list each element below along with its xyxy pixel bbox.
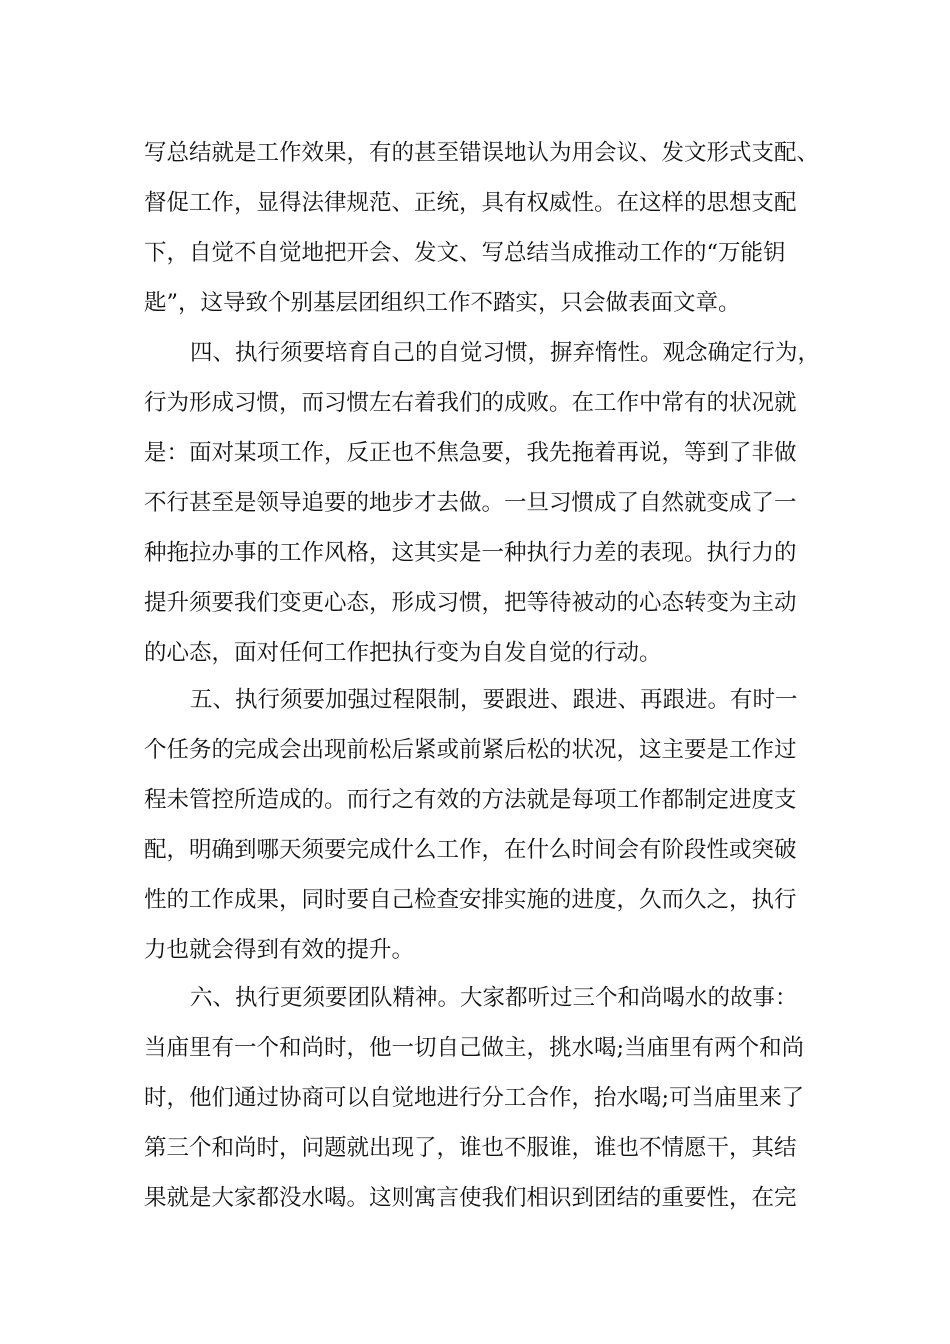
paragraph-continuation — [144, 128, 834, 328]
text-line: 写总结就是工作效果，有的甚至错误地认为用会议、发文形式支配、 — [144, 140, 820, 166]
text-line: 是：面对某项工作，反正也不焦急要，我先拖着再说，等到了非做 — [144, 440, 797, 466]
text-line: 时，他们通过协商可以自觉地进行分工合作，抬水喝;可当庙里来了 — [144, 1085, 805, 1111]
text-line: 配，明确到哪天须要完成什么工作，在什么时间会有阶段性或突破 — [144, 837, 797, 863]
text-line: 的心态，面对任何工作把执行变为自发自觉的行动。 — [144, 640, 662, 666]
paragraph-six — [144, 973, 834, 1223]
text-line: 行为形成习惯，而习惯左右着我们的成败。在工作中常有的状况就 — [144, 390, 797, 416]
text-line: 匙”，这导致个别基层团组织工作不踏实，只会做表面文章。 — [144, 290, 741, 316]
text-line: 五、执行须要加强过程限制，要跟进、跟进、再跟进。有时一 — [190, 687, 798, 713]
text-line: 提升须要我们变更心态，形成习惯，把等待被动的心态转变为主动 — [144, 590, 797, 616]
text-line: 第三个和尚时，问题就出现了，谁也不服谁，谁也不情愿干，其结 — [144, 1135, 797, 1161]
text-line: 力也就会得到有效的提升。 — [144, 937, 415, 963]
text-line: 种拖拉办事的工作风格，这其实是一种执行力差的表现。执行力的 — [144, 540, 797, 566]
text-line: 下，自觉不自觉地把开会、发文、写总结当成推动工作的“万能钥 — [144, 240, 786, 266]
text-line: 六、执行更须要团队精神。大家都听过三个和尚喝水的故事： — [190, 985, 798, 1011]
text-line: 个任务的完成会出现前松后紧或前紧后松的状况，这主要是工作过 — [144, 737, 797, 763]
text-line: 不行甚至是领导追要的地步才去做。一旦习惯成了自然就变成了一 — [144, 490, 797, 516]
paragraph-five — [144, 675, 834, 975]
text-line: 性的工作成果，同时要自己检查安排实施的进度，久而久之，执行 — [144, 887, 797, 913]
text-line: 当庙里有一个和尚时，他一切自己做主，挑水喝;当庙里有两个和尚 — [144, 1035, 805, 1061]
text-line: 程未管控所造成的。而行之有效的方法就是每项工作都制定进度支 — [144, 787, 797, 813]
paragraph-four — [144, 328, 834, 678]
text-line: 督促工作，显得法律规范、正统，具有权威性。在这样的思想支配 — [144, 190, 797, 216]
text-line: 果就是大家都没水喝。这则寓言使我们相识到团结的重要性，在完 — [144, 1185, 797, 1211]
text-line: 四、执行须要培育自己的自觉习惯，摒弃惰性。观念确定行为， — [190, 340, 821, 366]
